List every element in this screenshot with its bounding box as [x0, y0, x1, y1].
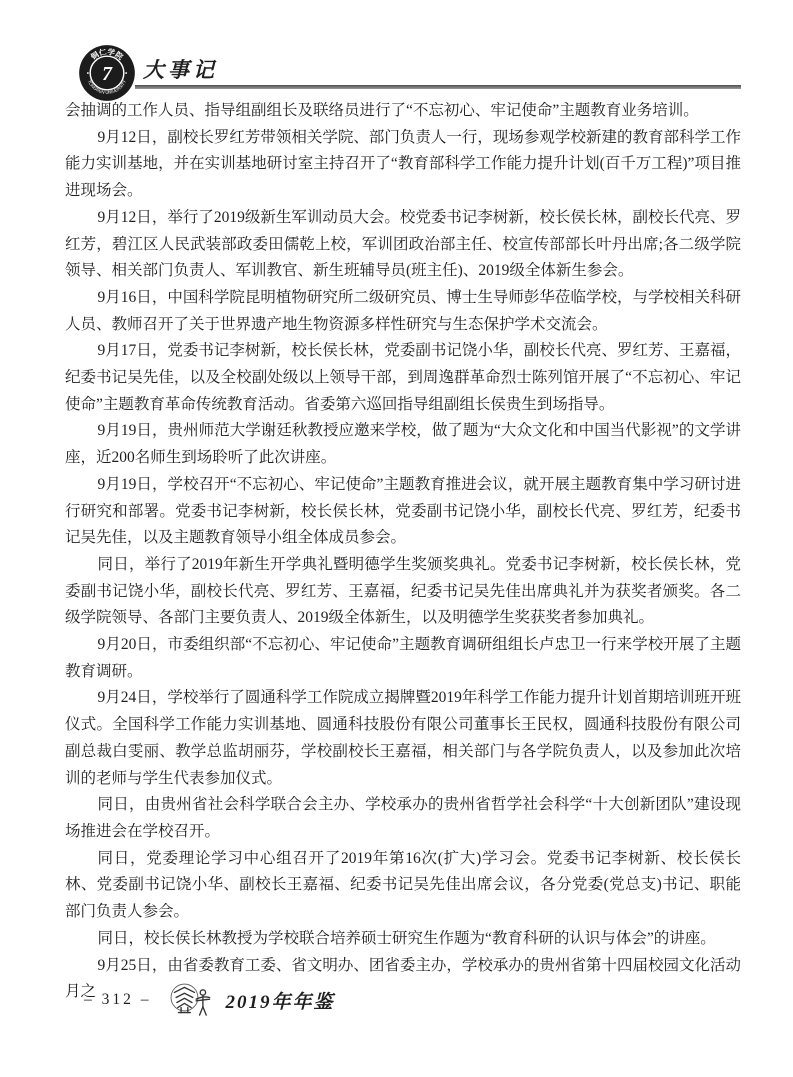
chronicle-body	[65, 98, 741, 1006]
seal-bottom-text: TONGREN UNIVERSITY	[86, 79, 128, 95]
yearbook-label: 2019年年鉴	[225, 991, 335, 1013]
event-paragraph: 9月24日，学校举行了圆通科学工作院成立揭牌暨2019年科学工作能力提升计划首期培训班开班仪式。全国科学工作能力实训基地、圆通科技股份有限公司董事长王民权，圆通科技股份有限公司副总裁白雯丽、教学总监胡丽芬，学校副校长王嘉福，相关部门与各学院负责人，以及参加此次培训的老师与学生代表参加仪式。	[65, 689, 741, 787]
event-paragraph: 9月17日，党委书记李树新，校长侯长林，党委副书记饶小华，副校长代亮、罗红芳、王嘉福，纪委书记吴先佳，以及全校副处级以上领导干部，到周逸群革命烈士陈列馆开展了“不忘初心、牢记使命”主题教育革命传统教育活动。省委第六巡回指导组副组长侯贵生到场指导。	[65, 342, 741, 413]
event-paragraph: 同日，举行了2019年新生开学典礼暨明德学生奖颁奖典礼。党委书记李树新，校长侯长林，党委副书记饶小华，副校长代亮、罗红芳、王嘉福，纪委书记吴先佳出席典礼并为获奖者颁奖。各二级学院领导、各部门主要负责人、2019级全体新生，以及明德学生奖获奖者参加典礼。	[65, 555, 741, 627]
university-seal-logo	[78, 44, 136, 102]
event-paragraph: 9月20日，市委组织部“不忘初心、牢记使命”主题教育调研组组长卢忠卫一行来学校开展了主题教育调研。	[65, 636, 741, 680]
page-number: – 312 –	[84, 991, 152, 1008]
event-paragraph: 同日，校长侯长林教授为学校联合培养硕士研究生作题为“教育科研的认识与体会”的讲座。	[97, 929, 716, 947]
event-paragraph: 9月12日，副校长罗红芳带领相关学院、部门负责人一行，现场参观学校新建的教育部科学工作能力实训基地，并在实训基地研讨室主持召开了“教育部科学工作能力提升计划(百千万工程)”项目推进现场会。	[65, 128, 741, 200]
event-paragraph: 9月19日，贵州师范大学谢廷秋教授应邀来学校，做了题为“大众文化和中国当代影视”的文学讲座，近200名师生到场聆听了此次讲座。	[65, 422, 741, 467]
event-paragraph: 9月12日，举行了2019级新生军训动员大会。校党委书记李树新，校长侯长林，副校长代亮、罗红芳，碧江区人民武装部政委田儒乾上校，军训团政治部主任、校宣传部部长叶丹出席;各二级学院领导、相关部门负责人、军训教官、新生班辅导员(班主任)、2019级全体新生参会。	[65, 208, 741, 280]
seal-center-glyph: 7	[102, 62, 112, 85]
page-footer	[84, 980, 335, 1020]
event-paragraph: 同日，由贵州省社会科学联合会主办、学校承办的贵州省哲学社会科学“十大创新团队”建设现场推进会在学校召开。	[65, 796, 741, 840]
header-title-block	[135, 56, 741, 89]
event-paragraph: 9月25日，由省委教育工委、省文明办、团省委主办，学校承办的贵州省第十四届校园文化活动月之	[65, 956, 741, 1001]
campus-landmark-icon	[166, 980, 218, 1020]
event-paragraph: 9月19日，学校召开“不忘初心、牢记使命”主题教育推进会议，就开展主题教育集中学习研讨进行研究和部署。党委书记李树新，校长侯长林，党委副书记饶小华，副校长代亮、罗红芳，纪委书记吴先佳，以及主题教育领导小组全体成员参会。	[65, 475, 741, 547]
event-paragraph: 会抽调的工作人员、指导组副组长及联络员进行了“不忘初心、牢记使命”主题教育业务培训。	[65, 102, 699, 119]
page-header	[78, 44, 741, 104]
section-title: 大事记	[143, 58, 218, 82]
seal-top-text: 铜仁学院	[89, 47, 125, 62]
header-rule	[135, 85, 741, 89]
event-paragraph: 9月16日，中国科学院昆明植物研究所二级研究员、博士生导师彭华莅临学校，与学校相关科研人员、教师召开了关于世界遗产地生物资源多样性研究与生态保护学术交流会。	[65, 288, 741, 333]
event-paragraph: 同日，党委理论学习中心组召开了2019年第16次(扩大)学习会。党委书记李树新、校长侯长林、党委副书记饶小华、副校长王嘉福、纪委书记吴先佳出席会议，各分党委(党总支)书记、职能部门负责人参会。	[65, 849, 741, 921]
